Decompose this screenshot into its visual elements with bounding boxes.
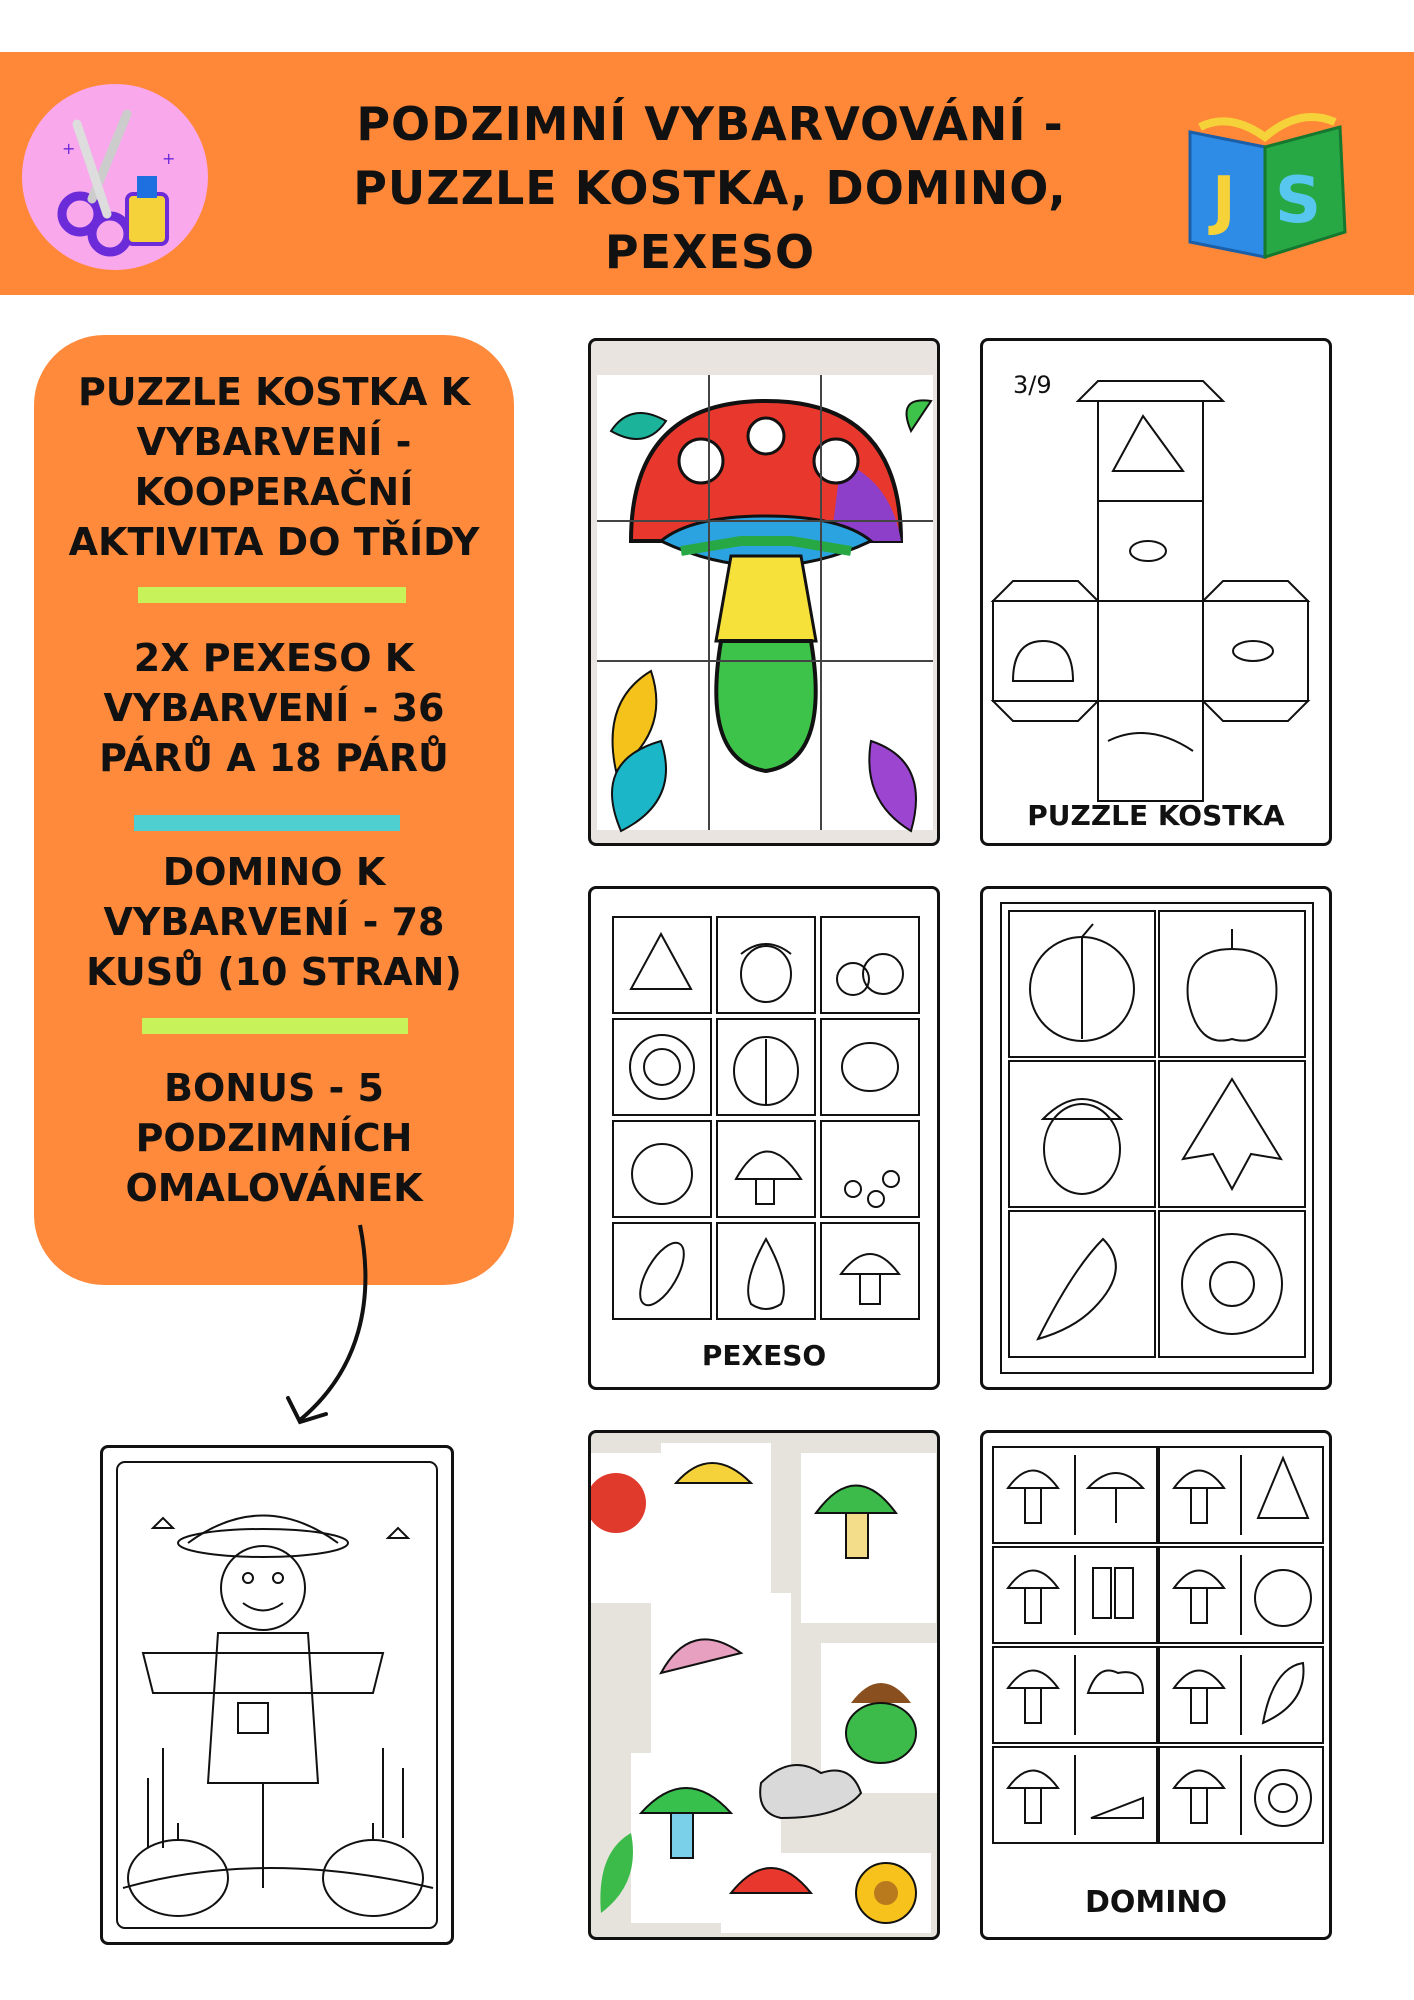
logo-letter-s: S bbox=[1275, 164, 1322, 238]
divider-teal bbox=[134, 815, 400, 831]
pexeso-cards-preview bbox=[980, 886, 1332, 1390]
puzzle-cube-net-preview bbox=[980, 338, 1332, 846]
pexeso-preview bbox=[588, 886, 940, 1390]
domino-preview bbox=[980, 1430, 1332, 1940]
open-book-js-icon bbox=[1170, 92, 1360, 272]
feature-puzzle bbox=[34, 367, 514, 567]
pexeso-grid bbox=[591, 889, 937, 1387]
feature-line: AKTIVITA DO TŘÍDY bbox=[68, 520, 480, 564]
domino-cards-photo bbox=[588, 1430, 940, 1940]
scissors-glue-icon bbox=[22, 84, 208, 270]
svg-text:+: + bbox=[162, 149, 176, 168]
scarecrow-coloring-page bbox=[100, 1445, 454, 1945]
logo-letter-j: J bbox=[1212, 164, 1236, 238]
title-line-2: PUZZLE KOSTKA, DOMINO, bbox=[353, 161, 1067, 215]
feature-domino bbox=[34, 847, 514, 997]
feature-line: VYBARVENÍ - bbox=[136, 420, 412, 464]
feature-line: KUSŮ (10 STRAN) bbox=[86, 950, 462, 994]
mushroom-puzzle-photo bbox=[588, 338, 940, 846]
domino-grid bbox=[983, 1433, 1329, 1937]
feature-line: PUZZLE KOSTKA K bbox=[77, 370, 471, 414]
feature-line: PODZIMNÍCH bbox=[135, 1116, 413, 1160]
divider-green bbox=[138, 587, 406, 603]
title-line-3: PEXESO bbox=[604, 225, 816, 279]
feature-line: VYBARVENÍ - 78 bbox=[103, 900, 445, 944]
feature-pexeso bbox=[34, 633, 514, 783]
title-line-1: PODZIMNÍ VYBARVOVÁNÍ - bbox=[356, 97, 1064, 151]
page-number: 3/9 bbox=[1013, 371, 1052, 399]
feature-bonus bbox=[34, 1063, 514, 1213]
divider-green bbox=[142, 1018, 408, 1034]
feature-line: BONUS - 5 bbox=[164, 1066, 384, 1110]
feature-line: OMALOVÁNEK bbox=[125, 1166, 423, 1210]
cube-label: PUZZLE KOSTKA bbox=[1027, 799, 1285, 832]
feature-line: VYBARVENÍ - 36 bbox=[103, 686, 445, 730]
page-title bbox=[300, 92, 1120, 284]
features-card bbox=[34, 335, 514, 1285]
domino-label: DOMINO bbox=[1084, 1885, 1228, 1920]
svg-text:+: + bbox=[62, 139, 76, 158]
feature-line: PÁRŮ A 18 PÁRŮ bbox=[99, 736, 449, 780]
curved-arrow-icon bbox=[280, 1220, 390, 1440]
feature-line: DOMINO K bbox=[162, 850, 386, 894]
pexeso-label: PEXESO bbox=[701, 1339, 827, 1372]
feature-line: KOOPERAČNÍ bbox=[134, 470, 414, 514]
feature-line: 2X PEXESO K bbox=[133, 636, 415, 680]
